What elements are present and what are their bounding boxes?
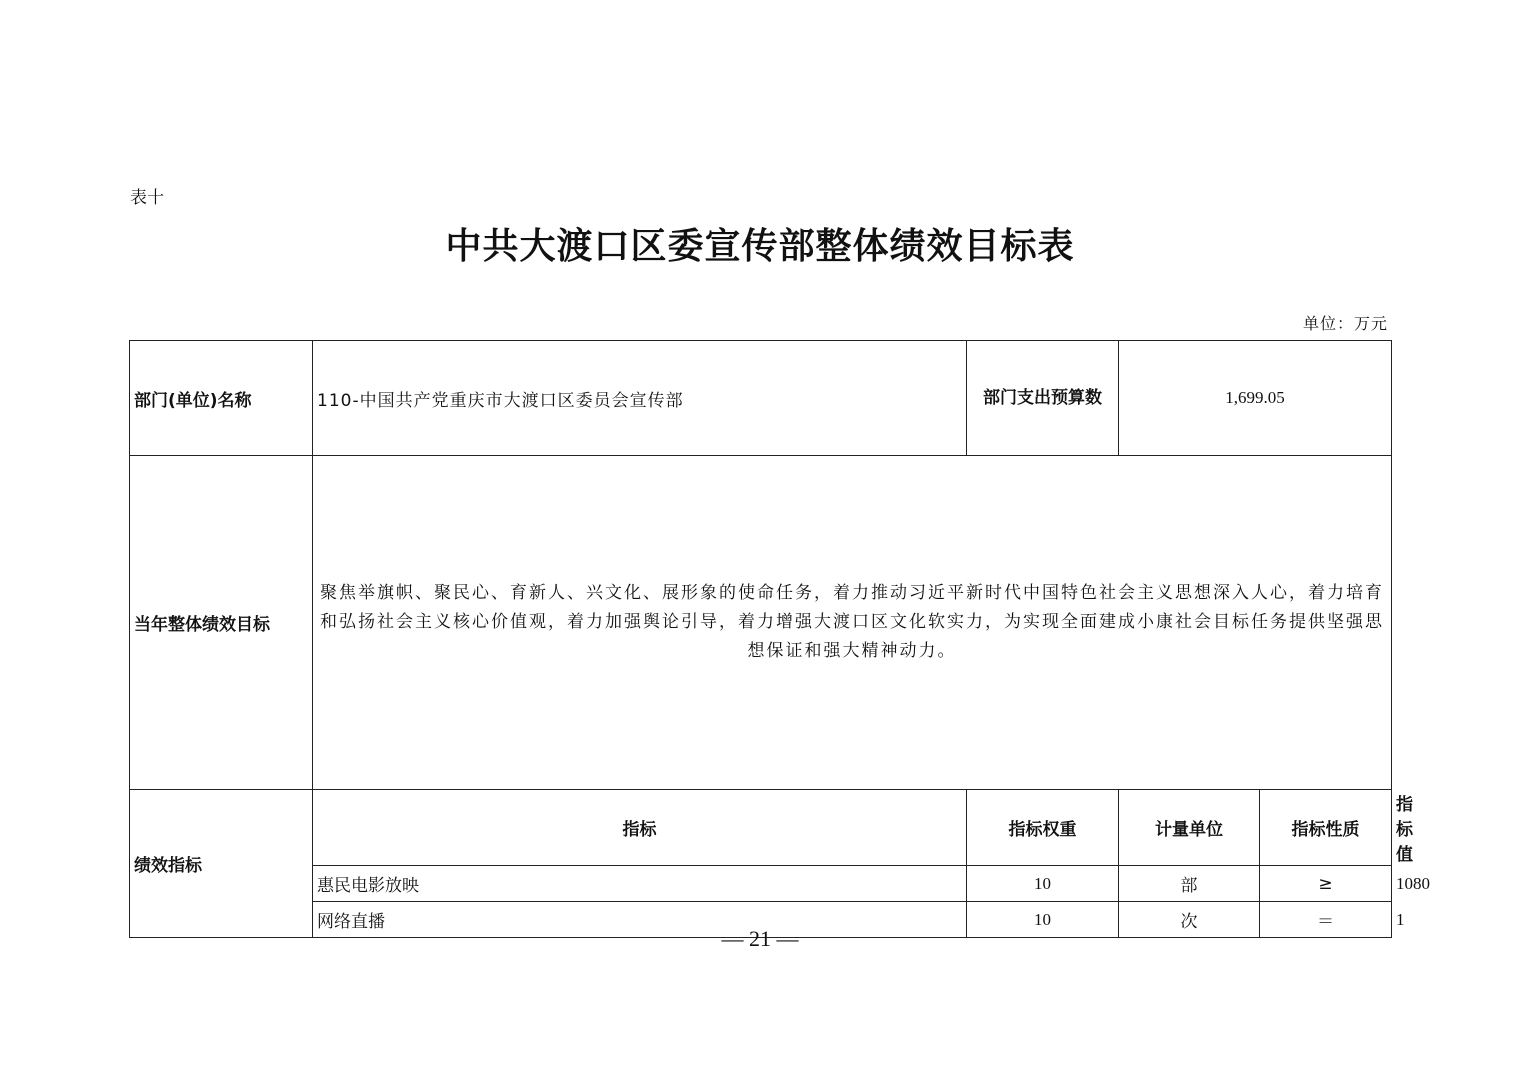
unit-note: 单位：万元 (1302, 314, 1388, 333)
indicator-unit: 次 (1119, 902, 1260, 938)
department-name-value: 110-中国共产党重庆市大渡口区委员会宣传部 (313, 341, 967, 456)
header-indicator: 指标 (313, 790, 967, 866)
annual-goal-label: 当年整体绩效目标 (130, 456, 313, 790)
page-title: 中共大渡口区委宣传部整体绩效目标表 (445, 225, 1075, 267)
budget-value: 1,699.05 (1119, 341, 1392, 456)
table-number: 表十 (130, 188, 164, 208)
indicator-weight: 10 (967, 866, 1119, 902)
indicator-nature: ＝ (1260, 902, 1392, 938)
indicator-header-row: 绩效指标 指标 指标权重 计量单位 指标性质 指标值 (130, 790, 1392, 866)
department-name-label: 部门(单位)名称 (130, 341, 313, 456)
indicator-weight: 10 (967, 902, 1119, 938)
header-unit: 计量单位 (1119, 790, 1260, 866)
indicator-unit: 部 (1119, 866, 1260, 902)
header-weight: 指标权重 (967, 790, 1119, 866)
performance-target-table (129, 340, 1430, 938)
page-number: — 21 — (721, 926, 799, 951)
indicator-nature: ≥ (1260, 866, 1392, 902)
table-row: 惠民电影放映 10 部 ≥ 1080 (130, 866, 1392, 902)
annual-goal-text: 聚焦举旗帜、聚民心、育新人、兴文化、展形象的使命任务，着力推动习近平新时代中国特色社会主义思想深入人心，着力培育和弘扬社会主义核心价值观，着力加强舆论引导，着力增强大渡口区文化软实力，为实现全面建成小康社会目标任务提供坚强思想保证和强大精神动力。 (313, 456, 1392, 790)
indicators-label: 绩效指标 (130, 790, 313, 938)
indicator-name: 网络直播 (313, 902, 967, 938)
header-nature: 指标性质 (1260, 790, 1392, 866)
table-row: 网络直播 10 次 ＝ 1 (130, 902, 1392, 938)
budget-label: 部门支出预算数 (967, 341, 1119, 456)
department-row (130, 341, 1392, 456)
indicator-name: 惠民电影放映 (313, 866, 967, 902)
annual-goal-row (130, 456, 1392, 790)
